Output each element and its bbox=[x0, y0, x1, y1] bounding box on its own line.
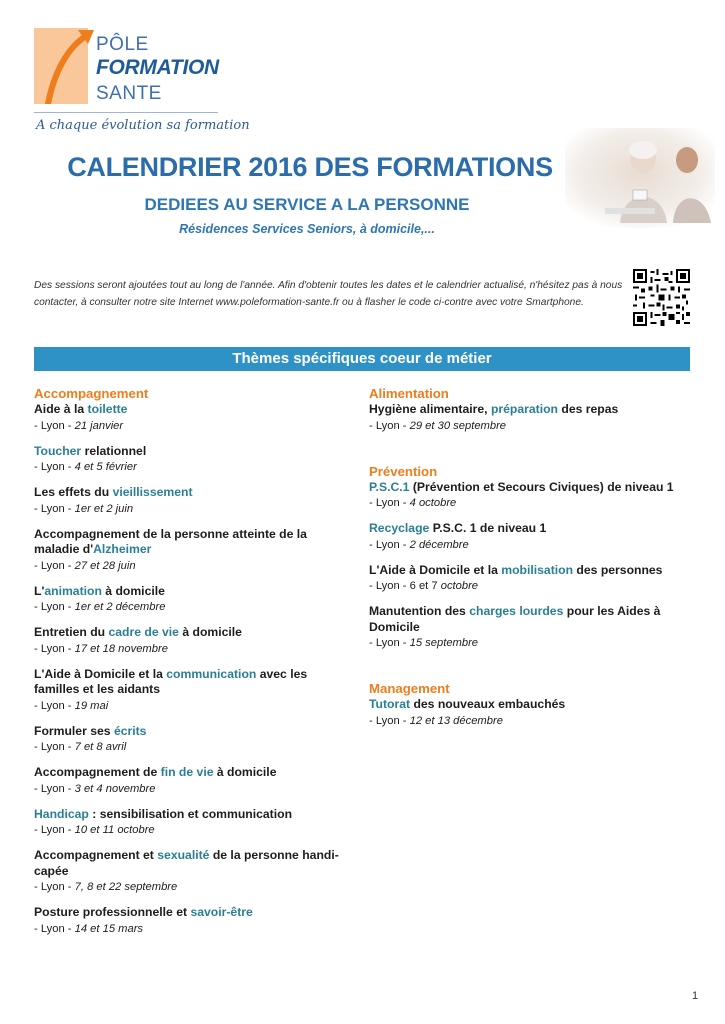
session-date: 10 et 11 octobre bbox=[74, 824, 155, 836]
training-title bbox=[34, 905, 344, 921]
training-keyword: Tutorat bbox=[369, 697, 411, 711]
session-location: - Lyon - bbox=[34, 642, 75, 655]
category-heading: Management bbox=[369, 681, 450, 696]
qr-code-icon[interactable] bbox=[633, 269, 690, 326]
training-title-text: des repas bbox=[557, 402, 619, 416]
session-location: - Lyon - bbox=[369, 714, 410, 727]
training-item bbox=[34, 625, 344, 657]
training-title-text: à domicile bbox=[213, 765, 277, 779]
session-location: - Lyon - bbox=[34, 559, 75, 572]
training-session bbox=[34, 879, 344, 895]
training-title-text: L'Aide à Domicile et la bbox=[34, 666, 167, 681]
training-keyword: Recyclage bbox=[369, 521, 430, 535]
intro-paragraph: Des sessions seront ajoutées tout au long de l'année. Afin d'obtenir toutes les dates et le calendrier actualisé, n'hésitez pas à nous contacter, à consulter notre site Internet www.poleformation-sante.fr ou à flasher le code ci-contre avec votre Smartphone. bbox=[34, 280, 623, 308]
training-title bbox=[34, 765, 344, 781]
training-title-text: avec les familles et les aidants bbox=[34, 666, 308, 696]
training-keyword: fin de vie bbox=[160, 765, 214, 779]
training-title bbox=[34, 527, 344, 558]
group-spacer bbox=[369, 661, 699, 681]
training-keyword: écrits bbox=[113, 723, 147, 738]
training-item bbox=[34, 485, 344, 517]
brand-logo bbox=[34, 28, 250, 138]
page-tagline: Résidences Services Seniors, à domicile,... bbox=[179, 222, 435, 236]
training-item bbox=[369, 697, 699, 729]
training-title-text: Accompagnement et bbox=[34, 848, 158, 862]
logo-line-pole: PÔLE bbox=[96, 34, 149, 55]
training-title bbox=[369, 480, 699, 496]
category-heading: Accompagnement bbox=[34, 386, 149, 401]
training-item bbox=[34, 848, 344, 895]
training-session bbox=[34, 459, 344, 475]
training-title bbox=[34, 724, 344, 740]
training-title bbox=[34, 402, 344, 418]
training-session bbox=[34, 418, 344, 434]
training-session bbox=[369, 578, 699, 594]
session-location: - Lyon - 6 et 7 bbox=[369, 580, 441, 592]
session-location: - Lyon - bbox=[34, 782, 75, 795]
session-date: 4 et 5 février bbox=[74, 461, 137, 473]
session-date: octobre bbox=[440, 580, 479, 592]
training-keyword: préparation bbox=[490, 402, 558, 416]
training-item bbox=[34, 807, 344, 839]
training-title-text: à domicile bbox=[101, 583, 165, 598]
training-session bbox=[369, 713, 699, 729]
training-keyword: charges lourdes bbox=[469, 604, 564, 618]
training-keyword: animation bbox=[44, 583, 102, 598]
training-keyword: Handicap bbox=[34, 806, 89, 821]
training-title-text: Hygiène alimentaire, bbox=[369, 402, 491, 416]
training-session bbox=[369, 418, 699, 434]
session-date: 19 mai bbox=[74, 699, 109, 712]
training-session bbox=[34, 781, 344, 797]
session-location: - Lyon - bbox=[34, 502, 75, 515]
training-title-text: Posture professionnelle et bbox=[34, 905, 191, 919]
training-title-text: des nouveaux embauchés bbox=[410, 697, 566, 711]
training-session bbox=[34, 739, 344, 755]
left-column bbox=[34, 386, 344, 947]
training-item bbox=[369, 402, 699, 434]
page-title: CALENDRIER 2016 DES FORMATIONS bbox=[67, 152, 553, 182]
training-title-text: relationnel bbox=[81, 443, 147, 458]
logo-line-formation: FORMATION bbox=[96, 56, 219, 79]
training-item bbox=[34, 444, 344, 476]
training-title-text: : sensibilisation et communication bbox=[88, 806, 293, 821]
training-item bbox=[34, 527, 344, 574]
training-item bbox=[369, 480, 699, 512]
training-title-text: de la personne handi-capée bbox=[34, 848, 339, 878]
session-date: 7, 8 et 22 septembre bbox=[74, 881, 178, 893]
training-keyword: P.S.C.1 bbox=[369, 479, 410, 494]
training-keyword: Alzheimer bbox=[93, 542, 152, 556]
training-title-text: (Prévention et Secours Civiques) de niveau 1 bbox=[409, 479, 674, 494]
training-title-text: à domicile bbox=[178, 625, 242, 639]
training-title bbox=[34, 848, 344, 879]
session-date: 2 décembre bbox=[409, 538, 469, 551]
session-date: 17 et 18 novembre bbox=[74, 642, 168, 655]
training-title-text: Les effets du bbox=[34, 485, 113, 499]
training-title bbox=[34, 485, 344, 501]
training-item bbox=[34, 667, 344, 714]
training-title bbox=[369, 402, 699, 418]
training-session bbox=[34, 599, 344, 615]
training-session bbox=[34, 641, 344, 657]
training-title bbox=[369, 521, 699, 537]
section-header: Thèmes spécifiques coeur de métier bbox=[34, 347, 690, 371]
session-date: 12 et 13 décembre bbox=[409, 714, 503, 727]
session-date: 4 octobre bbox=[409, 497, 457, 509]
training-title-text: pour les Aides à Domicile bbox=[369, 604, 661, 634]
training-keyword: vieillissement bbox=[112, 485, 193, 499]
training-session bbox=[34, 921, 344, 937]
session-location: - Lyon - bbox=[34, 824, 75, 836]
session-location: - Lyon - bbox=[34, 881, 75, 893]
training-item bbox=[34, 905, 344, 937]
training-title-text: Accompagnement de la personne atteinte de la maladie d' bbox=[34, 526, 307, 556]
training-title-text: des personnes bbox=[573, 562, 663, 577]
session-location: - Lyon - bbox=[369, 538, 410, 551]
session-location: - Lyon - bbox=[34, 419, 75, 432]
training-title-text: L'Aide à Domicile et la bbox=[369, 562, 502, 577]
training-title bbox=[34, 807, 344, 823]
logo-tagline: A chaque évolution sa formation bbox=[36, 118, 250, 133]
training-title-text: L' bbox=[34, 583, 45, 598]
session-location: - Lyon - bbox=[34, 741, 75, 753]
logo-divider bbox=[34, 112, 218, 113]
session-date: 15 septembre bbox=[409, 637, 479, 649]
training-title-text: Formuler ses bbox=[34, 723, 114, 738]
training-item bbox=[369, 521, 699, 553]
training-session bbox=[34, 698, 344, 714]
training-keyword: mobilisation bbox=[501, 562, 574, 577]
session-date: 14 et 15 mars bbox=[74, 922, 144, 935]
training-title bbox=[369, 697, 699, 713]
training-keyword: communication bbox=[166, 666, 257, 681]
session-date: 1er et 2 décembre bbox=[74, 601, 166, 613]
training-keyword: toilette bbox=[87, 402, 128, 416]
training-item bbox=[369, 604, 699, 651]
page-subtitle: DEDIEES AU SERVICE A LA PERSONNE bbox=[144, 195, 470, 214]
training-title bbox=[34, 625, 344, 641]
session-location: - Lyon - bbox=[34, 601, 75, 613]
training-title bbox=[34, 444, 344, 460]
training-title-text: Aide à la bbox=[34, 402, 88, 416]
category-heading: Alimentation bbox=[369, 386, 449, 401]
session-location: - Lyon - bbox=[369, 419, 410, 432]
training-session bbox=[34, 558, 344, 574]
training-item bbox=[34, 584, 344, 616]
session-date: 27 et 28 juin bbox=[74, 559, 136, 572]
training-session bbox=[369, 537, 699, 553]
session-location: - Lyon - bbox=[369, 637, 410, 649]
training-title-text: Accompagnement de bbox=[34, 765, 161, 779]
training-keyword: Toucher bbox=[34, 443, 82, 458]
training-keyword: sexualité bbox=[157, 848, 210, 862]
training-session bbox=[369, 635, 699, 651]
session-date: 21 janvier bbox=[74, 419, 124, 432]
right-column bbox=[369, 386, 699, 739]
training-keyword: savoir-être bbox=[190, 905, 253, 919]
training-item bbox=[34, 765, 344, 797]
training-session bbox=[369, 495, 699, 511]
session-date: 7 et 8 avril bbox=[74, 741, 127, 753]
session-date: 29 et 30 septembre bbox=[409, 419, 507, 432]
training-title bbox=[34, 667, 344, 698]
training-title bbox=[369, 563, 699, 579]
training-list bbox=[34, 402, 344, 937]
logo-line-sante: SANTE bbox=[96, 83, 162, 104]
page-number: 1 bbox=[692, 990, 699, 1002]
training-session bbox=[34, 501, 344, 517]
training-keyword: cadre de vie bbox=[108, 625, 179, 639]
training-title-text: P.S.C. 1 de niveau 1 bbox=[429, 521, 547, 535]
training-item bbox=[34, 724, 344, 756]
group-spacer bbox=[369, 444, 699, 464]
session-location: - Lyon - bbox=[34, 922, 75, 935]
session-date: 3 et 4 novembre bbox=[74, 782, 156, 795]
training-session bbox=[34, 822, 344, 838]
training-title bbox=[34, 584, 344, 600]
training-item bbox=[34, 402, 344, 434]
training-title-text: Entretien du bbox=[34, 625, 109, 639]
training-item bbox=[369, 563, 699, 595]
session-location: - Lyon - bbox=[369, 497, 410, 509]
session-location: - Lyon - bbox=[34, 461, 75, 473]
training-title-text: Manutention des bbox=[369, 604, 470, 618]
session-location: - Lyon - bbox=[34, 699, 75, 712]
session-date: 1er et 2 juin bbox=[74, 502, 134, 515]
training-title bbox=[369, 604, 699, 635]
category-heading: Prévention bbox=[369, 463, 438, 479]
